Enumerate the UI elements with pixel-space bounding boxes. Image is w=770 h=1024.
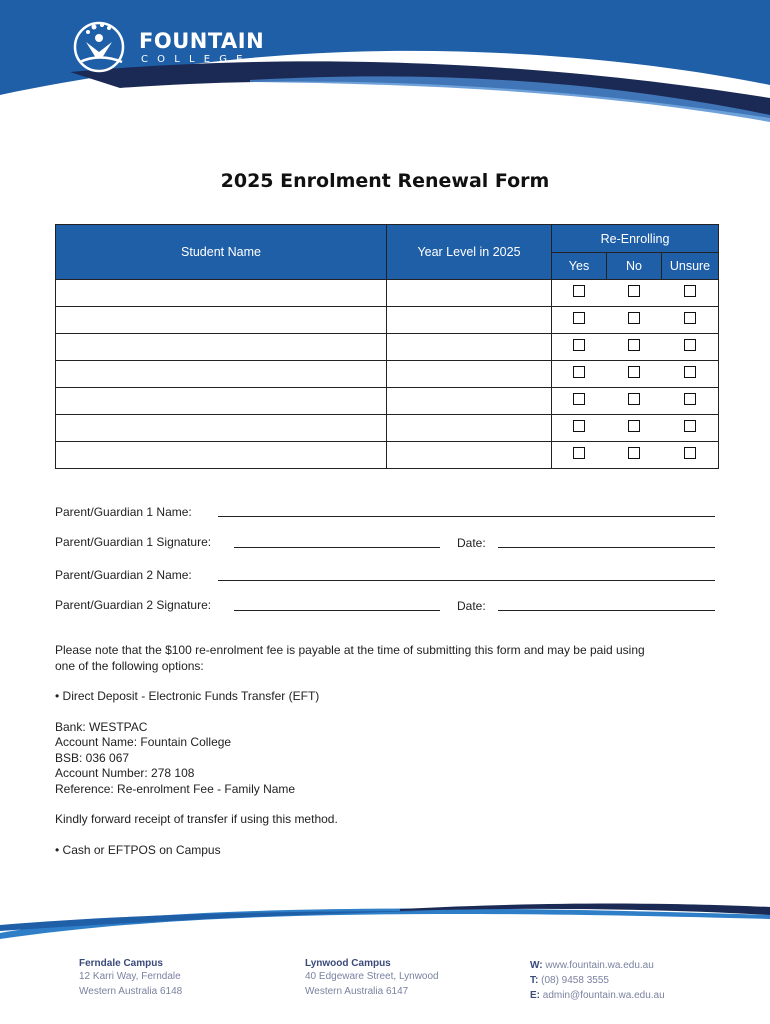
email-label: E: — [530, 990, 540, 1001]
option-cash: • Cash or EFTPOS on Campus — [55, 842, 221, 857]
reenrol-unsure-checkbox[interactable] — [684, 285, 696, 297]
student-name-input[interactable] — [56, 388, 387, 415]
table-row — [56, 334, 719, 361]
reenrol-unsure-checkbox[interactable] — [684, 312, 696, 324]
reenrol-no-cell — [607, 307, 662, 334]
col-year-level: Year Level in 2025 — [387, 225, 552, 280]
logo — [72, 20, 272, 76]
reenrol-yes-cell — [552, 334, 607, 361]
kindly-note: Kindly forward receipt of transfer if using this method. — [55, 812, 338, 826]
reenrol-no-cell — [607, 361, 662, 388]
year-level-input[interactable] — [387, 334, 552, 361]
fountain-logo-icon — [72, 20, 130, 74]
reenrol-yes-cell — [552, 361, 607, 388]
phone-label: T: — [530, 975, 539, 986]
p1-date-field[interactable] — [498, 547, 715, 548]
student-name-input[interactable] — [56, 415, 387, 442]
account-number: Account Number: 278 108 — [55, 766, 195, 780]
reenrol-no-cell — [607, 442, 662, 469]
p2-signature-label: Parent/Guardian 2 Signature: — [55, 598, 212, 612]
footer-lynwood — [305, 958, 439, 999]
year-level-input[interactable] — [387, 388, 552, 415]
reenrol-no-cell — [607, 280, 662, 307]
table-row — [56, 361, 719, 388]
year-level-input[interactable] — [387, 415, 552, 442]
year-level-input[interactable] — [387, 307, 552, 334]
ferndale-heading: Ferndale Campus — [79, 958, 163, 969]
p2-name-field[interactable] — [218, 580, 715, 581]
table-row — [56, 415, 719, 442]
p2-signature-field[interactable] — [234, 610, 440, 611]
lynwood-line2: Western Australia 6147 — [305, 986, 409, 997]
table-row — [56, 280, 719, 307]
reenrol-yes-checkbox[interactable] — [573, 447, 585, 459]
reenrol-no-checkbox[interactable] — [628, 447, 640, 459]
reenrol-yes-cell — [552, 442, 607, 469]
reenrol-unsure-checkbox[interactable] — [684, 393, 696, 405]
reenrol-yes-checkbox[interactable] — [573, 312, 585, 324]
reenrol-yes-checkbox[interactable] — [573, 366, 585, 378]
reenrol-no-checkbox[interactable] — [628, 285, 640, 297]
reenrol-yes-cell — [552, 307, 607, 334]
note-line-1: Please note that the $100 re-enrolment fee is payable at the time of submitting this form and may be paid using — [55, 643, 645, 657]
p1-name-field[interactable] — [218, 516, 715, 517]
page-title: 2025 Enrolment Renewal Form — [220, 170, 550, 192]
reenrol-yes-checkbox[interactable] — [573, 420, 585, 432]
account-name: Account Name: Fountain College — [55, 735, 232, 749]
reenrol-yes-cell — [552, 415, 607, 442]
p1-date-label: Date: — [457, 536, 486, 550]
footer-wave — [0, 895, 770, 945]
bank-name: Bank: WESTPAC — [55, 719, 148, 734]
payment-note — [55, 643, 735, 858]
bsb: BSB: 036 067 — [55, 750, 130, 765]
p1-signature-label: Parent/Guardian 1 Signature: — [55, 535, 212, 549]
email-link[interactable]: admin@fountain.wa.edu.au — [542, 990, 665, 1001]
col-yes: Yes — [552, 253, 607, 280]
reenrol-yes-cell — [552, 388, 607, 415]
reenrol-unsure-cell — [662, 334, 719, 361]
student-name-input[interactable] — [56, 280, 387, 307]
phone-number[interactable]: (08) 9458 3555 — [541, 975, 609, 986]
p2-date-label: Date: — [457, 599, 486, 613]
year-level-input[interactable] — [387, 361, 552, 388]
col-reenrolling: Re-Enrolling — [552, 225, 719, 253]
footer-ferndale — [79, 958, 182, 999]
p1-signature-field[interactable] — [234, 547, 440, 548]
reenrol-yes-checkbox[interactable] — [573, 285, 585, 297]
year-level-input[interactable] — [387, 442, 552, 469]
col-no: No — [607, 253, 662, 280]
p2-name-label: Parent/Guardian 2 Name: — [55, 568, 192, 582]
web-label: W: — [530, 960, 543, 971]
reenrol-unsure-cell — [662, 442, 719, 469]
col-student-name: Student Name — [56, 225, 387, 280]
table-row — [56, 307, 719, 334]
reenrol-no-checkbox[interactable] — [628, 312, 640, 324]
brand-name: FOUNTAIN — [139, 29, 265, 53]
reenrol-yes-cell — [552, 280, 607, 307]
reenrol-unsure-checkbox[interactable] — [684, 339, 696, 351]
table-row — [56, 442, 719, 469]
reenrol-unsure-cell — [662, 361, 719, 388]
reenrol-unsure-checkbox[interactable] — [684, 366, 696, 378]
note-line-2: one of the following options: — [55, 658, 204, 673]
p2-date-field[interactable] — [498, 610, 715, 611]
ferndale-line1: 12 Karri Way, Ferndale — [79, 971, 181, 982]
student-table — [55, 224, 719, 469]
student-name-input[interactable] — [56, 334, 387, 361]
reenrol-no-checkbox[interactable] — [628, 420, 640, 432]
option-eft: • Direct Deposit - Electronic Funds Transfer (EFT) — [55, 689, 320, 703]
reenrol-unsure-cell — [662, 388, 719, 415]
lynwood-line1: 40 Edgeware Street, Lynwood — [305, 971, 439, 982]
reenrol-unsure-checkbox[interactable] — [684, 447, 696, 459]
reenrol-unsure-cell — [662, 307, 719, 334]
reenrol-unsure-cell — [662, 415, 719, 442]
student-name-input[interactable] — [56, 361, 387, 388]
lynwood-heading: Lynwood Campus — [305, 958, 391, 969]
ferndale-line2: Western Australia 6148 — [79, 986, 183, 997]
col-unsure: Unsure — [662, 253, 719, 280]
year-level-input[interactable] — [387, 280, 552, 307]
reference: Reference: Re-enrolment Fee - Family Name — [55, 781, 296, 796]
reenrol-no-cell — [607, 334, 662, 361]
reenrol-no-checkbox[interactable] — [628, 393, 640, 405]
reenrol-yes-checkbox[interactable] — [573, 393, 585, 405]
p1-name-label: Parent/Guardian 1 Name: — [55, 505, 192, 519]
reenrol-yes-checkbox[interactable] — [573, 339, 585, 351]
reenrol-no-cell — [607, 415, 662, 442]
reenrol-unsure-cell — [662, 280, 719, 307]
table-row — [56, 388, 719, 415]
reenrol-no-checkbox[interactable] — [628, 339, 640, 351]
brand-sub: C O L L E G E — [141, 54, 246, 65]
footer-contact — [530, 958, 665, 1003]
reenrol-no-checkbox[interactable] — [628, 366, 640, 378]
web-link[interactable]: www.fountain.wa.edu.au — [545, 960, 654, 971]
student-name-input[interactable] — [56, 307, 387, 334]
reenrol-no-cell — [607, 388, 662, 415]
student-name-input[interactable] — [56, 442, 387, 469]
reenrol-unsure-checkbox[interactable] — [684, 420, 696, 432]
